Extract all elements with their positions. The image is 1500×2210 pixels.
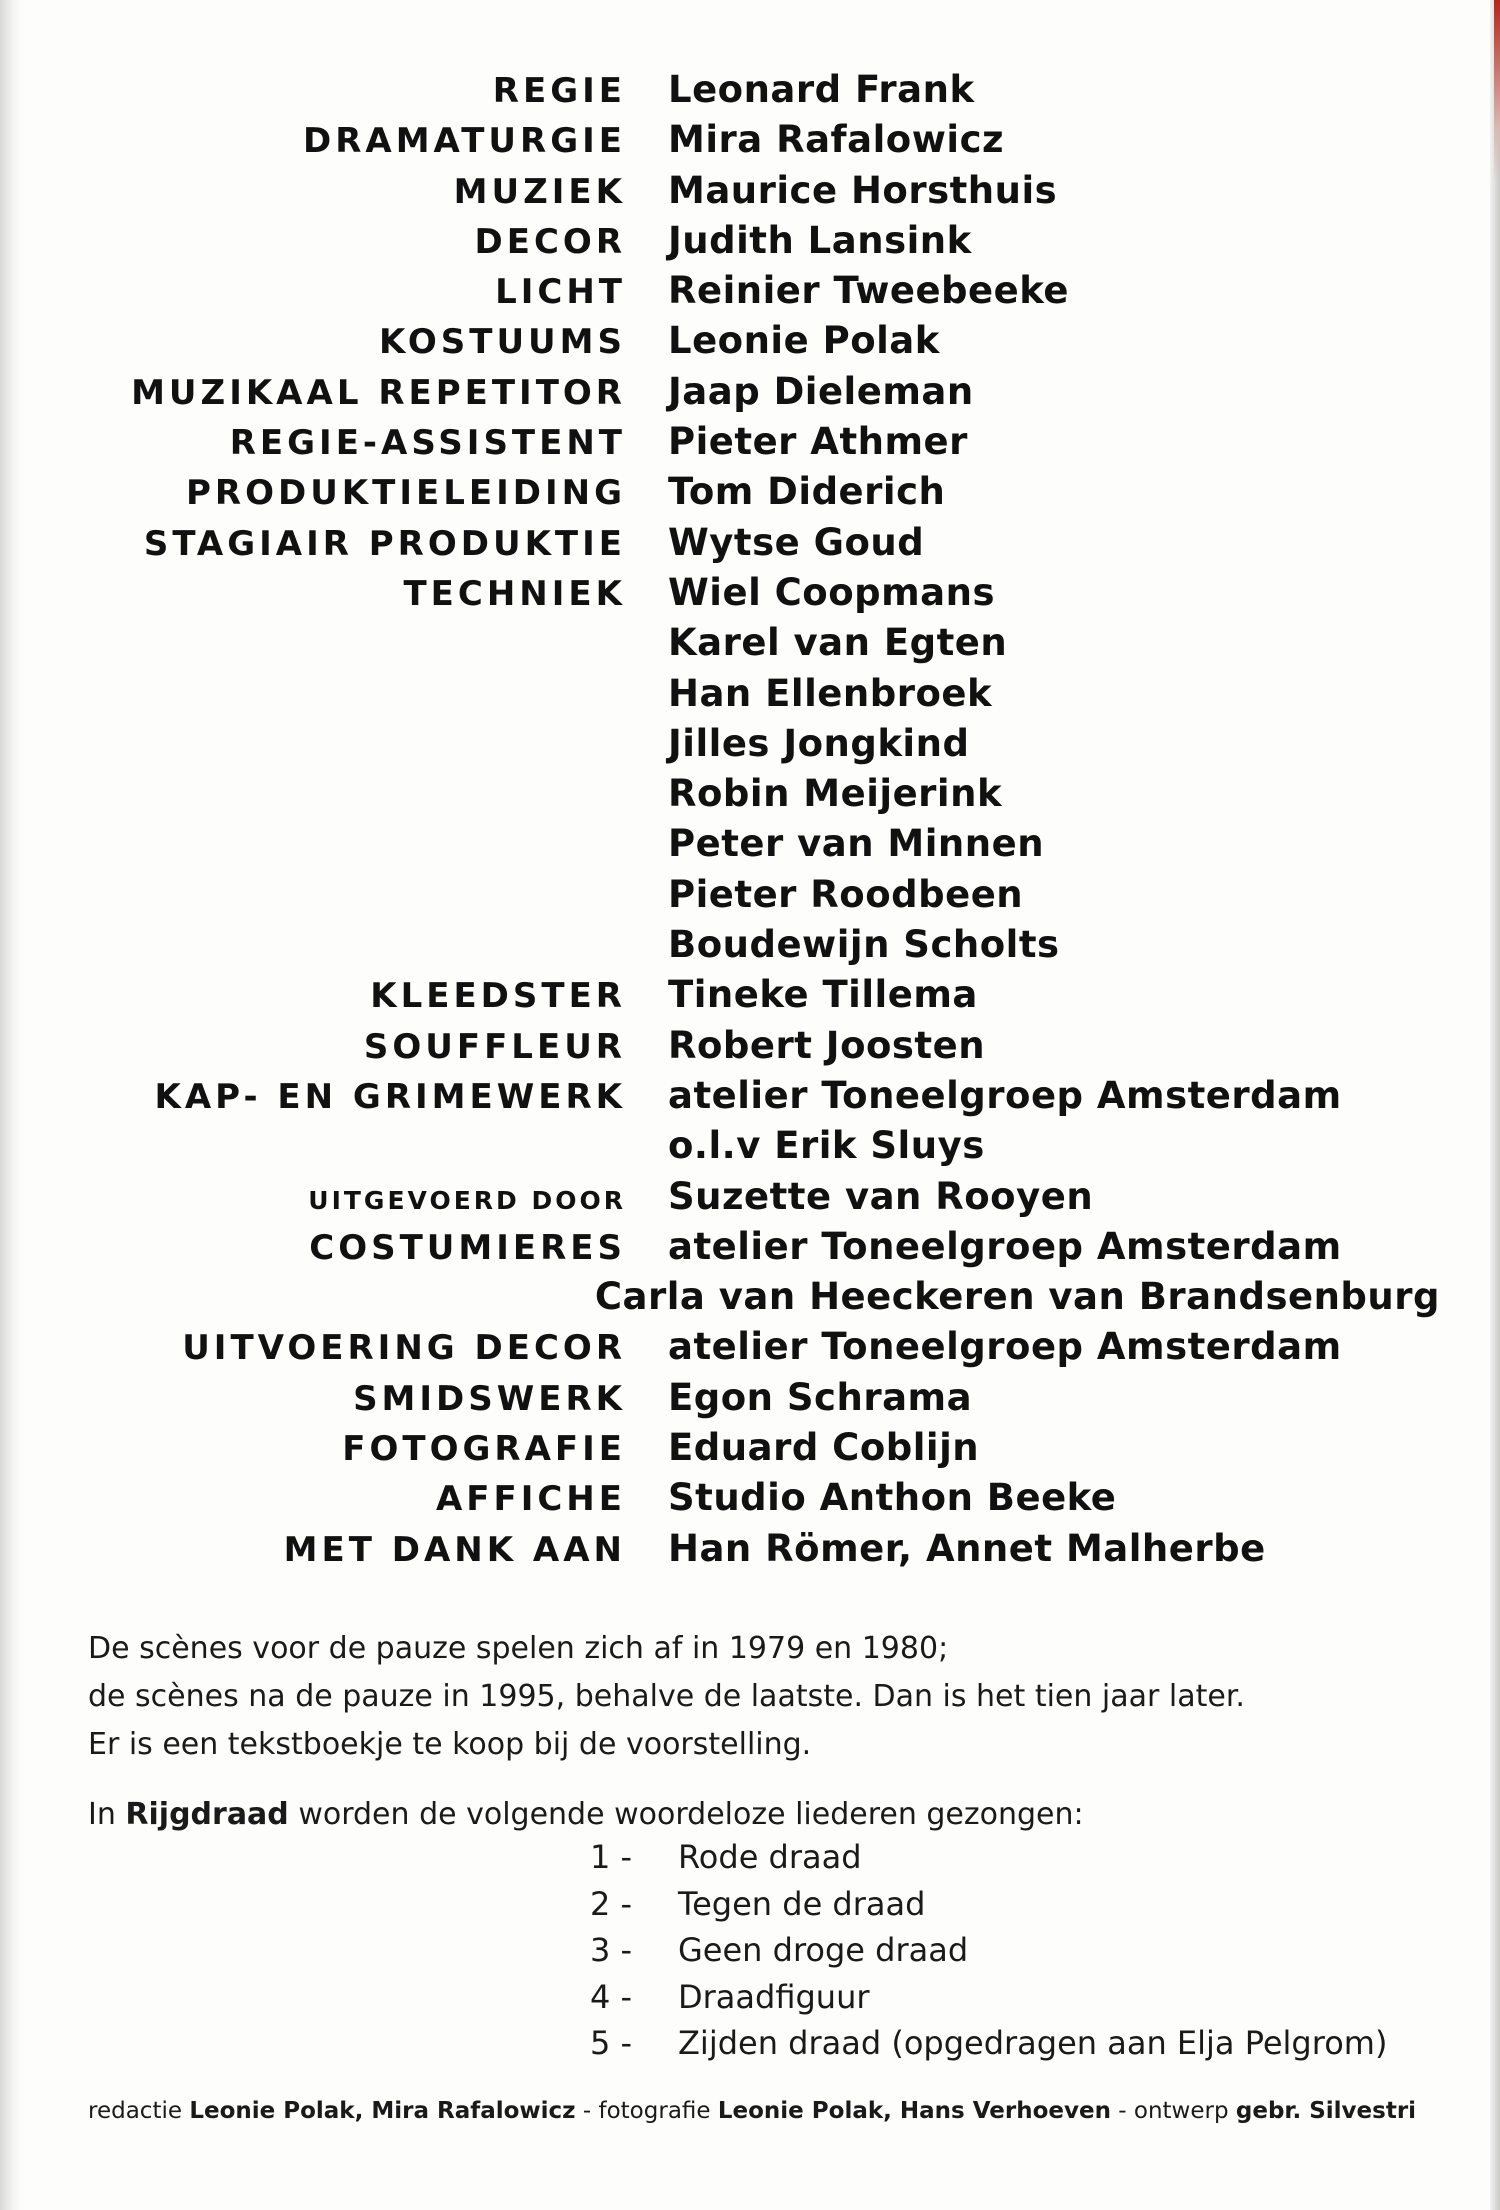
credit-role: STAGIAIR PRODUKTIE (143, 523, 626, 564)
credit-name: Maurice Horsthuis (668, 168, 1058, 212)
credit-row (80, 219, 1440, 269)
redactie-names: Leonie Polak, Mira Rafalowicz (189, 2098, 576, 2124)
credit-role: SMIDSWERK (353, 1378, 626, 1419)
credit-row (80, 621, 1440, 671)
songs-intro-prefix: In (88, 1797, 126, 1832)
credit-role: UITVOERING DECOR (182, 1328, 626, 1369)
credit-name: Jilles Jongkind (668, 721, 970, 765)
credit-name: atelier Toneelgroep Amsterdam (668, 1325, 1342, 1369)
colophon (88, 2098, 1416, 2124)
song-item (570, 1931, 1387, 1978)
credit-name: Wiel Coopmans (668, 570, 996, 614)
credit-row (80, 973, 1440, 1023)
songs-list (570, 1838, 1387, 2071)
credit-role: COSTUMIERES (309, 1227, 626, 1268)
credit-role: KAP- EN GRIMEWERK (154, 1076, 626, 1117)
credit-role: KOSTUUMS (379, 322, 626, 363)
credit-row (80, 1325, 1440, 1375)
credit-name: Carla van Heeckeren van Brandsenburg (594, 1275, 1440, 1319)
credit-row (80, 923, 1440, 973)
song-title: Tegen de draad (678, 1884, 926, 1923)
fotografie-names: Leonie Polak, Hans Verhoeven (717, 2098, 1111, 2124)
credit-row (80, 873, 1440, 923)
credit-row (80, 1476, 1440, 1526)
separator: - (1110, 2098, 1134, 2124)
credit-row (80, 269, 1440, 319)
credit-row (80, 470, 1440, 520)
credit-name: Reinier Tweebeeke (668, 269, 1069, 313)
song-number: 4 - (590, 1977, 633, 2016)
credit-role: MET DANK AAN (283, 1529, 626, 1570)
note-line: De scènes voor de pauze spelen zich af in 1979 en 1980; (88, 1631, 949, 1666)
credit-row (80, 1074, 1440, 1124)
credit-row (80, 420, 1440, 470)
songs-intro (88, 1792, 1084, 1838)
song-number: 5 - (590, 2024, 633, 2062)
credit-name: Wytse Goud (668, 520, 925, 564)
credit-name: Pieter Athmer (668, 420, 968, 464)
credit-name: Pieter Roodbeen (668, 872, 1024, 916)
page-left-edge (0, 0, 22, 2210)
credit-row (80, 1124, 1440, 1174)
credit-row (80, 319, 1440, 369)
credit-name: atelier Toneelgroep Amsterdam (668, 1073, 1342, 1117)
credit-row (80, 822, 1440, 872)
cover-edge-red (1494, 0, 1500, 180)
page-right-edge (1490, 0, 1500, 2210)
credit-name: Jaap Dieleman (668, 369, 974, 413)
song-title: Rode draad (678, 1838, 862, 1876)
credit-name: Leonie Polak (668, 319, 940, 363)
credit-row (80, 169, 1440, 219)
credit-name: Karel van Egten (668, 621, 1008, 665)
credit-name: Robert Joosten (668, 1023, 986, 1067)
credit-name: Suzette van Rooyen (668, 1174, 1094, 1218)
note-line: Er is een tekstboekje te koop bij de voorstelling. (88, 1727, 812, 1762)
credit-name: Han Römer, Annet Malherbe (668, 1526, 1266, 1570)
credit-name: Han Ellenbroek (668, 671, 993, 715)
credit-role: TECHNIEK (403, 573, 626, 614)
credit-name: Studio Anthon Beeke (668, 1476, 1117, 1520)
credit-name: Eduard Coblijn (668, 1426, 980, 1470)
song-number: 2 - (590, 1884, 633, 1923)
credit-role: FOTOGRAFIE (342, 1429, 626, 1470)
credit-name: Robin Meijerink (668, 772, 1003, 816)
songs-intro-suffix: worden de volgende woordeloze liederen gezongen: (288, 1797, 1084, 1832)
credit-name: Peter van Minnen (668, 822, 1045, 866)
credit-row (80, 1376, 1440, 1426)
credit-row (80, 68, 1440, 118)
credit-row (80, 370, 1440, 420)
credit-row (80, 1527, 1440, 1577)
credit-name: o.l.v Erik Sluys (668, 1124, 985, 1168)
credit-role: LICHT (495, 272, 626, 313)
credit-name: Boudewijn Scholts (668, 923, 1060, 967)
credit-role: MUZIKAAL REPETITOR (131, 372, 626, 413)
credit-role: DRAMATURGIE (303, 121, 626, 162)
note-line: de scènes na de pauze in 1995, behalve de laatste. Dan is het tien jaar later. (88, 1679, 1245, 1714)
song-number: 3 - (590, 1931, 633, 1969)
song-title: Draadfiguur (678, 1977, 870, 2016)
credit-row (80, 672, 1440, 722)
credit-role: REGIE (492, 71, 626, 111)
credit-role: REGIE-ASSISTENT (229, 423, 626, 464)
credit-row (80, 1175, 1440, 1225)
credit-role: KLEEDSTER (370, 976, 626, 1017)
credit-row (80, 722, 1440, 772)
song-title: Zijden draad (opgedragen aan Elja Pelgrom) (678, 2024, 1388, 2062)
credit-name: Tineke Tillema (668, 973, 978, 1017)
song-item (570, 1885, 1387, 1932)
ontwerp-label: ontwerp (1133, 2098, 1236, 2124)
song-title: Geen droge draad (678, 1931, 969, 1969)
credit-name: Mira Rafalowicz (668, 118, 1005, 162)
credit-row (80, 521, 1440, 571)
credit-name: atelier Toneelgroep Amsterdam (668, 1224, 1342, 1268)
song-item (570, 2024, 1387, 2071)
credit-row (80, 118, 1440, 168)
redactie-label: redactie (88, 2098, 190, 2124)
production-title: Rijgdraad (125, 1797, 289, 1832)
credit-name: Leonard Frank (668, 68, 975, 111)
credit-row (80, 772, 1440, 822)
ontwerp-names: gebr. Silvestri (1235, 2098, 1417, 2124)
credit-row (80, 1225, 1440, 1275)
credit-role: SOUFFLEUR (363, 1026, 626, 1067)
credit-row (80, 1426, 1440, 1476)
credit-role: AFFICHE (435, 1479, 626, 1520)
performance-notes (88, 1625, 1438, 1769)
song-item (570, 1838, 1387, 1885)
credit-row (80, 1275, 1440, 1325)
song-item (570, 1978, 1387, 2025)
credit-role: DECOR (474, 221, 626, 262)
credit-role: PRODUKTIELEIDING (185, 473, 626, 514)
credit-row (80, 1024, 1440, 1074)
credit-role: UITGEVOERD DOOR (308, 1185, 626, 1215)
credit-name: Judith Lansink (668, 218, 972, 262)
credit-row (80, 571, 1440, 621)
credits-list (80, 68, 1440, 1577)
song-number: 1 - (590, 1838, 633, 1876)
separator: - (575, 2098, 599, 2124)
credit-name: Tom Diderich (668, 470, 946, 514)
credit-role: MUZIEK (453, 171, 626, 212)
credit-name: Egon Schrama (668, 1375, 973, 1419)
fotografie-label: fotografie (598, 2098, 718, 2124)
